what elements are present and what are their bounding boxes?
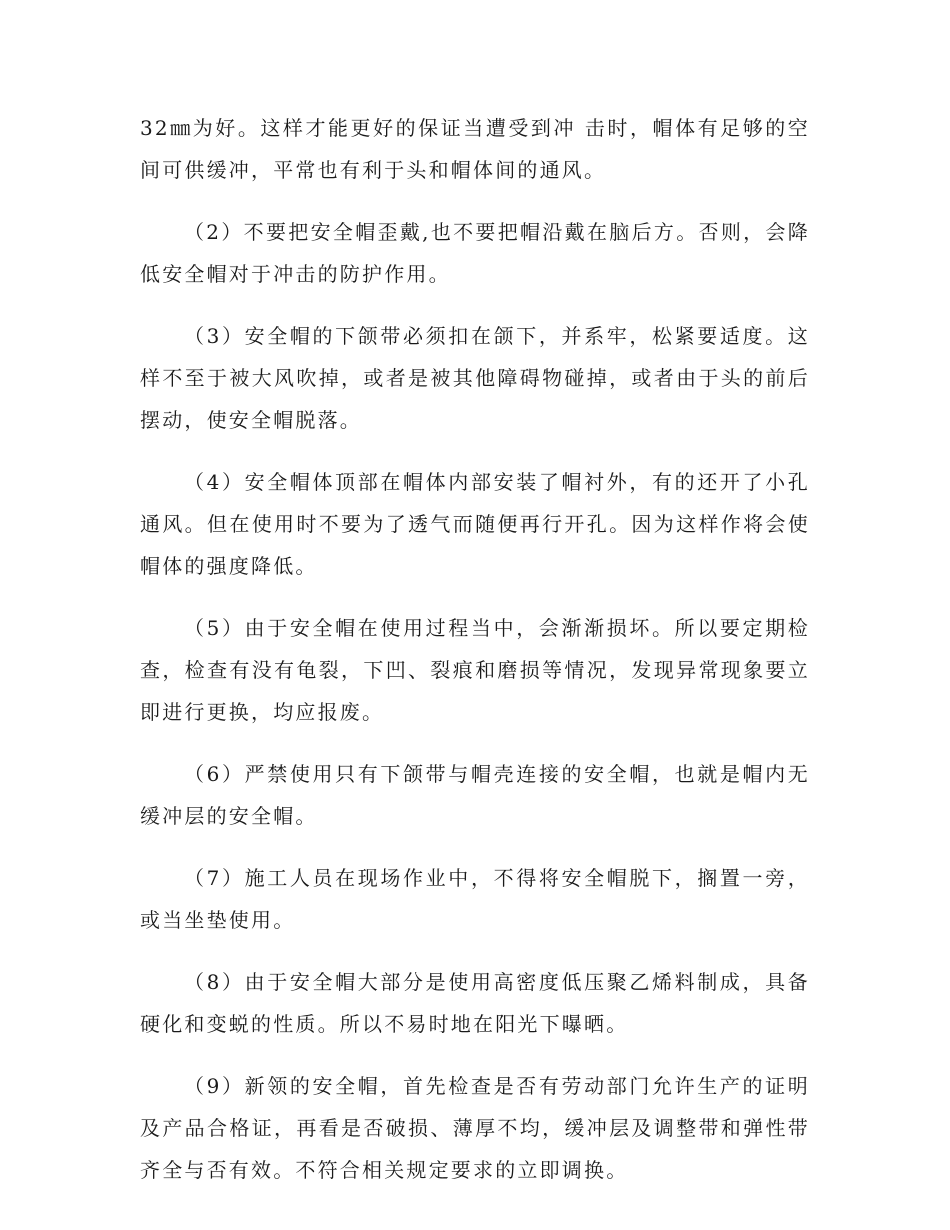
- paragraph-8: （8）由于安全帽大部分是使用高密度低压聚乙烯料制成，具备硬化和变蜕的性质。所以不易时地在阳光下曝晒。: [140, 970, 810, 1036]
- paragraph-9: （9）新领的安全帽，首先检查是否有劳动部门允许生产的证明及产品合格证，再看是否破损、薄厚不均，缓冲层及调整带和弹性带齐全与否有效。不符合相关规定要求的立即调换。: [140, 1074, 810, 1182]
- paragraph-7: （7）施工人员在现场作业中，不得将安全帽脱下，搁置一旁，或当坐垫使用。: [140, 866, 810, 932]
- paragraph-1: 32㎜为好。这样才能更好的保证当遭受到冲 击时，帽体有足够的空间可供缓冲，平常也有利于头和帽体间的通风。: [140, 116, 810, 182]
- paragraph-4: （4）安全帽体顶部在帽体内部安装了帽衬外，有的还开了小孔通风。但在使用时不要为了透气而随便再行开孔。因为这样作将会使帽体的强度降低。: [140, 470, 810, 578]
- paragraph-6: （6）严禁使用只有下颌带与帽壳连接的安全帽，也就是帽内无缓冲层的安全帽。: [140, 762, 810, 828]
- paragraph-5: （5）由于安全帽在使用过程当中，会渐渐损坏。所以要定期检查，检查有没有龟裂，下凹、裂痕和磨损等情况，发现异常现象要立即进行更换，均应报废。: [140, 616, 810, 724]
- paragraph-2: （2）不要把安全帽歪戴,也不要把帽沿戴在脑后方。否则，会降低安全帽对于冲击的防护作用。: [140, 220, 810, 286]
- paragraph-3: （3）安全帽的下颌带必须扣在颌下，并系牢，松紧要适度。这样不至于被大风吹掉，或者是被其他障碍物碰掉，或者由于头的前后摆动，使安全帽脱落。: [140, 324, 810, 432]
- document-body: [140, 107, 810, 1211]
